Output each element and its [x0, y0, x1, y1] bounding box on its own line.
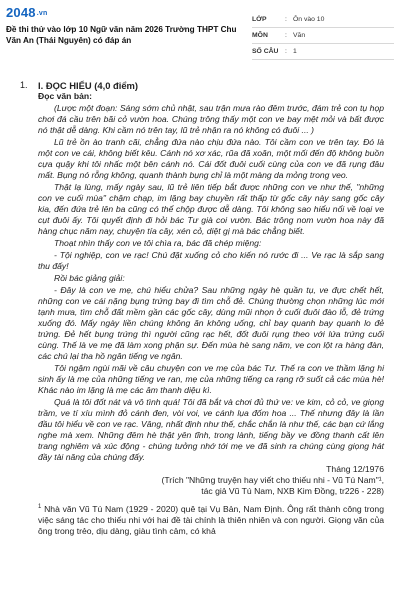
footnote-mark: 1 [38, 504, 42, 510]
passage-paragraph: - Đây là con ve mẹ, chú hiểu chửa? Sau những ngày hè quần tụ, ve đực chết hết, những con ve cái nặng bụng trứng bay đi tìm chỗ đẻ. Chúng thường chọn những lúc mới tạnh mưa, tìm chỗ đất mềm gần các gốc cây, dùng mũi nhọn ở cuối đuôi đào lỗ, đẻ trứng xuống đó. Mấy ngày liền chúng không ăn không uống, chỉ bay quanh bay quanh lo đẻ trứng. Đẻ hết bụng trứng thì người cũng rạc hết, đốt đuôi rụng theo với lứa trứng cuối cùng. Thế là ve mẹ đã làm xong phận sự. Đến mùa hè sang năm, ve con lột ra hàng đàn, các chú lại tha hồ ngân tiếng ve ngân. [38, 285, 384, 361]
passage-paragraph: - Tội nghiệp, con ve rạc! Chú đặt xuống cỏ cho kiến nó rước đi ... Ve rạc là sắp sang thu đấy! [38, 250, 384, 271]
passage-paragraph: (Lược một đoạn: Sáng sớm chủ nhật, sau trận mưa rào đêm trước, đám trẻ con tụ họp chơi đá cầu trên bãi cỏ vườn hoa. Chúng trông thấy một con ve bay mệt mỏi và bất được nó thật dễ dàng. Khi cầm nó trên tay, lũ trẻ nhận ra nó không có đuôi ... ) [38, 103, 384, 135]
meta-label: MÔN [252, 32, 268, 39]
meta-row-subject: MÔN : Văn [252, 28, 394, 44]
meta-label: LỚP [252, 16, 267, 23]
passage-paragraph: Thật lạ lùng, mấy ngày sau, lũ trẻ liên tiếp bắt được những con ve như thế, "những con ve cuối mùa" chậm chạp, im lặng bay chuyền rất thấp từ gốc cây này sang gốc cây kia, đến đứa trẻ lên ba cũng có thể chộp được dễ dàng. Tôi không sao hiểu nổi về loại ve cụt đuôi ấy. Tôi quyết định đi hỏi bác Tư già coi vườn. Bác trông nom vườn hoa này đã hàng chục năm nay, chuyện tía cây, xén cỏ, diệt gị mà bác chẳng biết. [38, 182, 384, 236]
passage-paragraph: Rồi bác giảng giải: [54, 273, 125, 283]
passage-paragraph: Lũ trẻ ồn ào tranh cãi, chẳng đứa nào chịu đứa nào. Tôi cầm con ve trên tay. Đó là một con ve cái, không biết kêu. Cánh nó xơ xác, rũa đã xoăn, một mối đến độ không buồn cựa quậy khi tôi nhấc một bên cánh nó. Cái đốt đuôi cuối cùng của con ve đã rụng đâu mất. Bụng nó rỗng không, quanh thành bụng chỉ là một màng da mỏng trong veo. [38, 137, 384, 180]
passage-source: (Trích "Những truyện hay viết cho thiếu nhi - Vũ Tú Nam"¹, [161, 475, 384, 485]
passage-source-detail: tác giả Vũ Tú Nam, NXB Kim Đồng, tr226 - 228) [201, 486, 384, 496]
meta-value: Văn [293, 32, 306, 39]
question-number: 1. [20, 80, 28, 90]
meta-value: 1 [293, 48, 297, 55]
footnote-text: Nhà văn Vũ Tú Nam (1929 - 2020) quê tại Vụ Bản, Nam Định. Ông rất thành công trong việc sáng tác cho thiếu nhi với hai đề tài chính là thiên nhiên và con người. Giọng văn của ông trong trẻo, dịu dàng, giàu tình cảm, có khả [38, 503, 384, 536]
meta-row-class: LỚP : Ôn vào 10 [252, 12, 394, 28]
footnote [38, 502, 384, 537]
passage-paragraph: Tôi ngậm ngùi mãi về câu chuyện con ve mẹ của bác Tư. Thế ra con ve thầm lặng hi sinh ấy là mẹ của những tiếng ve ran, mẹ của những tiếng ca rạng rỡ suốt cả các mùa hè! Khác nào im lặng là mẹ các âm thanh diệu kì. [38, 363, 384, 395]
section-subheading: Đọc văn bản: [38, 91, 92, 101]
passage-paragraph: Quá là tôi đốt nát và vô tình quá! Tôi đã bắt và chơi đủ thứ ve: ve kim, cỏ cỏ, ve giọng trầm, ve tí xíu mình đỏ cánh đen, vòi voi, ve cánh lụa đốm hoa ... Thế nhưng đây là lần đầu tôi hiểu về con ve rạc. Vâng, nhất định như thế, chắc chắn là như thế, các bạn cứ lắng nghe mà xem. Những đêm hè thật yên tĩnh, trong lành, tiếng bầy ve đồng thanh cất lên trang nghiêm và xúc động - chúng tưởng nhớ tới mẹ ve đã sinh ra chúng cùng giọng hát đầy tài năng của chúng đấy. [38, 397, 384, 462]
question-content [0, 70, 400, 600]
site-logo[interactable] [6, 6, 47, 21]
logo-text: 2048 [6, 5, 36, 20]
meta-panel [252, 12, 394, 60]
meta-label: SỐ CÂU [252, 48, 279, 55]
question-body [38, 80, 384, 538]
passage-date: Tháng 12/1976 [326, 464, 384, 474]
page-title: Đề thi thử vào lớp 10 Ngữ văn năm 2026 Trường THPT Chu Văn An (Thái Nguyên) có đáp án [6, 25, 237, 45]
page-header [0, 0, 400, 64]
section-title: I. ĐỌC HIỂU (4,0 điểm) [38, 80, 139, 91]
meta-value: Ôn vào 10 [293, 16, 325, 23]
logo-suffix: .vn [36, 9, 48, 17]
meta-row-count: SỐ CÂU : 1 [252, 44, 394, 60]
passage-paragraph: Thoạt nhìn thấy con ve tôi chìa ra, bác đã chép miệng: [54, 238, 262, 248]
